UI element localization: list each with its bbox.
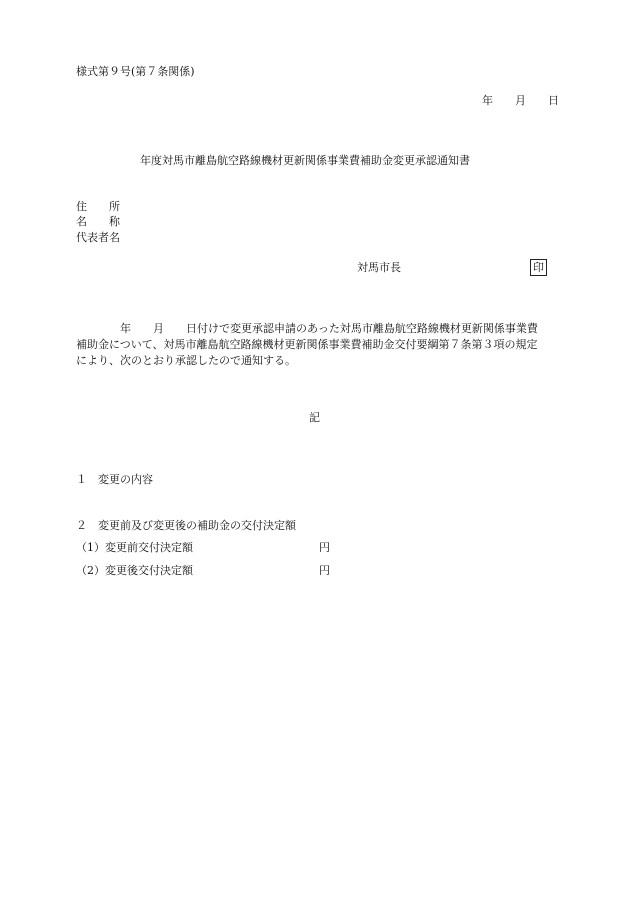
sub-after-amount-unit: 円 <box>319 564 330 577</box>
mayor-label: 対馬市長 <box>357 261 401 274</box>
item-grant-amount: ２ 変更前及び変更後の補助金の交付決定額 <box>76 519 296 532</box>
item-change-content: １ 変更の内容 <box>76 473 153 486</box>
body-line-1: 年 月 日付けで変更承認申請のあった対馬市離島航空路線機材更新関係事業費 <box>120 322 538 335</box>
ki-heading: 記 <box>309 411 320 424</box>
sub-after-amount-label: （2）変更後交付決定額 <box>76 564 193 577</box>
form-number: 様式第９号(第７条関係) <box>76 65 195 78</box>
name-label: 名 称 <box>76 215 120 228</box>
seal-box: 印 <box>530 259 547 276</box>
body-line-3: により、次のとおり承認したので通知する。 <box>76 354 296 367</box>
address-label: 住 所 <box>76 200 120 213</box>
representative-label: 代表者名 <box>76 231 120 244</box>
notice-body <box>76 321 576 369</box>
date-line: 年 月 日 <box>482 94 559 107</box>
body-line-2: 補助金について、対馬市離島航空路線機材更新関係事業費補助金交付要綱第７条第３項の規定 <box>76 338 538 351</box>
document-title: 年度対馬市離島航空路線機材更新関係事業費補助金変更承認通知書 <box>140 154 470 167</box>
sub-before-amount-unit: 円 <box>319 541 330 554</box>
sub-before-amount-label: （1）変更前交付決定額 <box>76 541 193 554</box>
